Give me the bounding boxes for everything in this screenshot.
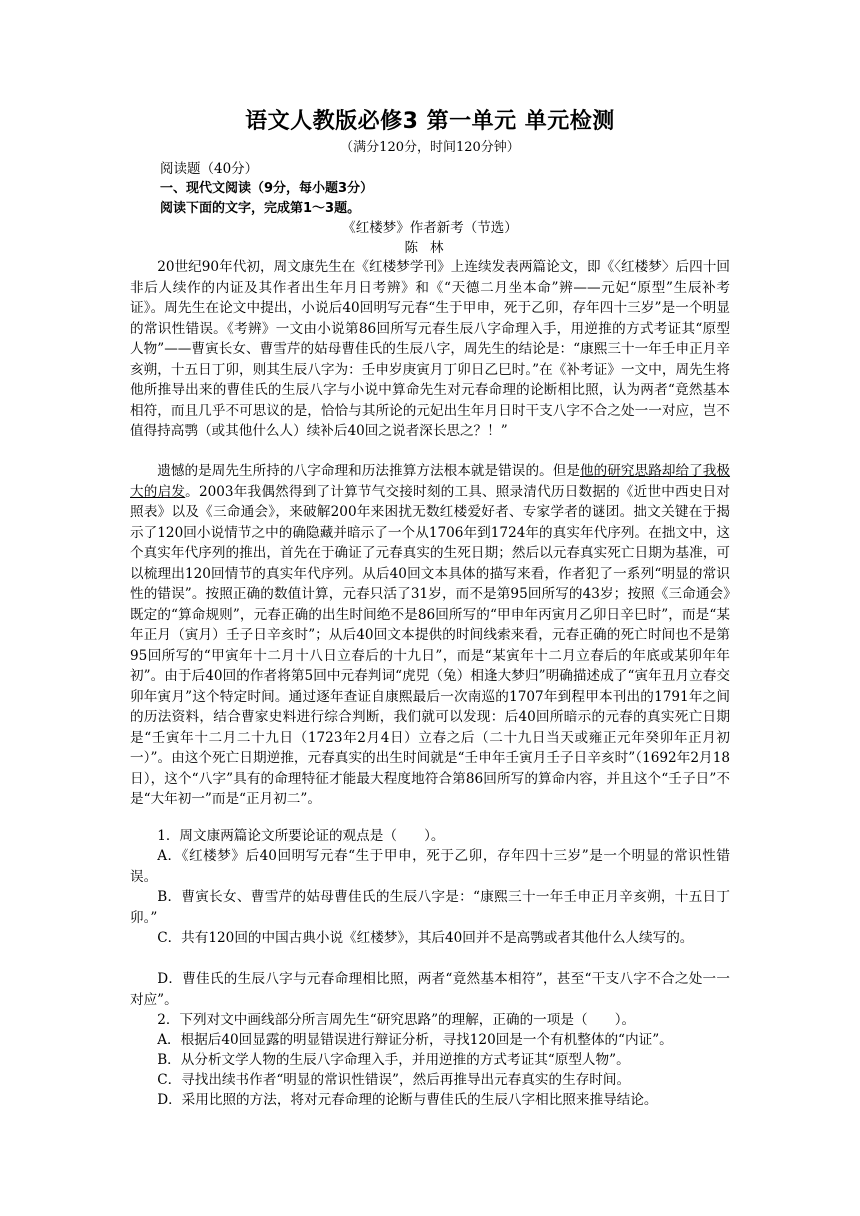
question-2-option-b: B．从分析文学人物的生辰八字命理入手，并用逆推的方式考证其“原型人物”。 (157, 1052, 630, 1068)
question-1-option-c: C．共有120回的中国古典小说《红楼梦》，其后40回并不是高鹗或者其他什么人续写的。 (157, 930, 694, 946)
underlined-research-idea: 他的研究思路却给了我极大的启发 (130, 463, 731, 500)
question-2: 2．下列对文中画线部分所言周先生“研究思路”的理解，正确的一项是（ ）。 (157, 1012, 636, 1028)
reading-instruction: 阅读下面的文字，完成第1～3题。 (160, 201, 361, 216)
question-1-option-a: A．《红楼梦》后40回明写元春“生于甲申，死于乙卯，存年四十三岁”是一个明显的常识性错误。 (130, 848, 730, 885)
question-1-option-b: B．曹寅长女、曹雪芹的姑母曹佳氏的生辰八字是：“康熙三十一年壬申正月辛亥朔，十五日丁卯。” (130, 889, 730, 926)
section-reading: 阅读题（40分） (160, 161, 259, 177)
page-subtitle: （满分120分，时间120分钟） (340, 140, 520, 155)
article-title: 《红楼梦》作者新考（节选） (342, 220, 518, 236)
para2-start: 遗憾的是周先生所持的八字命理和历法推算方法根本就是错误的。但是 (157, 463, 581, 479)
question-1-option-d: D．曹佳氏的生辰八字与元春命理相比照，两者“竟然基本相符”，甚至“干支八字不合之处一一对应”。 (130, 971, 730, 1008)
article-paragraph-1: 20世纪90年代初，周文康先生在《红楼梦学刊》上连续发表两篇论文，即《〈红楼梦〉后四十回非后人续作的内证及其作者出生年月日考辨》和《“天德二月坐本命”辨——元妃“原型”生辰补考证》。周先生在论文中提出，小说后40回明写元春“生于甲申，死于乙卯，存年四十三岁”是一个明显的常识性错误。《考辨》一文由小说第86回所写元春生辰八字命理入手，用逆推的方式考证其“原型人物”——曹寅长女、曹雪芹的姑母曹佳氏的生辰八字，周先生的结论是：“康熙三十一年壬申正月辛亥朔，十五日丁卯，则其生辰八字为：壬申岁庚寅月丁卯日乙巳时。”在《补考证》一文中，周先生将他所推导出来的曹佳氏的生辰八字与小说中算命先生对元春命理的论断相比照，认为两者“竟然基本相符，而且几乎不可思议的是，恰恰与其所论的元妃出生年月日时干支八字不合之处一一对应，岂不值得持高鹗（或其他什么人）续补后40回之说者深长思之？！” (130, 259, 730, 439)
para2-rest: 。2003年我偶然得到了计算节气交接时刻的工具、照录清代历日数据的《近世中西史日对照表》以及《三命通会》，来破解200年来困扰无数红楼爱好者、专家学者的谜团。拙文关键在于揭示了120回小说情节之中的确隐藏并暗示了一个从1706年到1724年的真实年代序列。在拙文中，这个真实年代序列的推出，首先在于确证了元春真实的生死日期；然后以元春真实死亡日期为基准，可以梳理出120回情节的真实年代序列。从后40回文本具体的描写来看，作者犯了一系列“明显的常识性的错误”。按照正确的数值计算，元春只活了31岁，而不是第95回所写的43岁；按照《三命通会》既定的“算命规则”，元春正确的出生时间绝不是86回所写的“甲申年丙寅月乙卯日辛巳时”，而是“某年正月（寅月）壬子日辛亥时”；从后40回文本提供的时间线索来看，元春正确的死亡时间也不是第95回所写的“甲寅年十二月十八日立春后的十九日”，而是“某寅年十二月立春后的年底或某卯年年初”。由于后40回的作者将第5回中元春判词“虎兕（兔）相逢大梦归”明确描述成了“寅年丑月立春交卯年寅月”这个特定时间。通过逐年查证自康熙最后一次南巡的1707年到程甲本刊出的1791年之间的历法资料，结合曹家史料进行综合判断，我们就可以发现：后40回所暗示的元春的真实死亡日期是“壬寅年十二月二十九日（1723年2月4日）立春之后（二十九日当天或雍正元年癸卯年正月初一）”。由这个死亡日期逆推，元春真实的出生时间就是“壬申年壬寅月壬子日辛亥时”（1692年2月18日），这个“八字”具有的命理特征才能最大程度地符合第86回所写的算命内容，并且这个“壬子日”不是“大年初一”而是“正月初二”。 (130, 483, 731, 807)
question-2-option-a: A．根据后40回显露的明显错误进行辩证分析，寻找120回是一个有机整体的“内证”。 (157, 1032, 673, 1048)
page-title: 语文人教版必修3 第一单元 单元检测 (245, 109, 615, 134)
question-2-option-d: D．采用比照的方法，将对元春命理的论断与曹佳氏的生辰八字相比照来推导结论。 (157, 1092, 658, 1108)
question-1: 1．周文康两篇论文所要论证的观点是（ ）。 (157, 828, 445, 844)
article-author: 陈林 (404, 240, 456, 256)
section-modern-reading: 一、现代文阅读（9分，每小题3分） (160, 181, 374, 196)
article-paragraph-2 (130, 461, 730, 810)
question-2-option-c: C．寻找出续书作者“明显的常识性错误”，然后再推导出元春真实的生存时间。 (157, 1072, 631, 1088)
